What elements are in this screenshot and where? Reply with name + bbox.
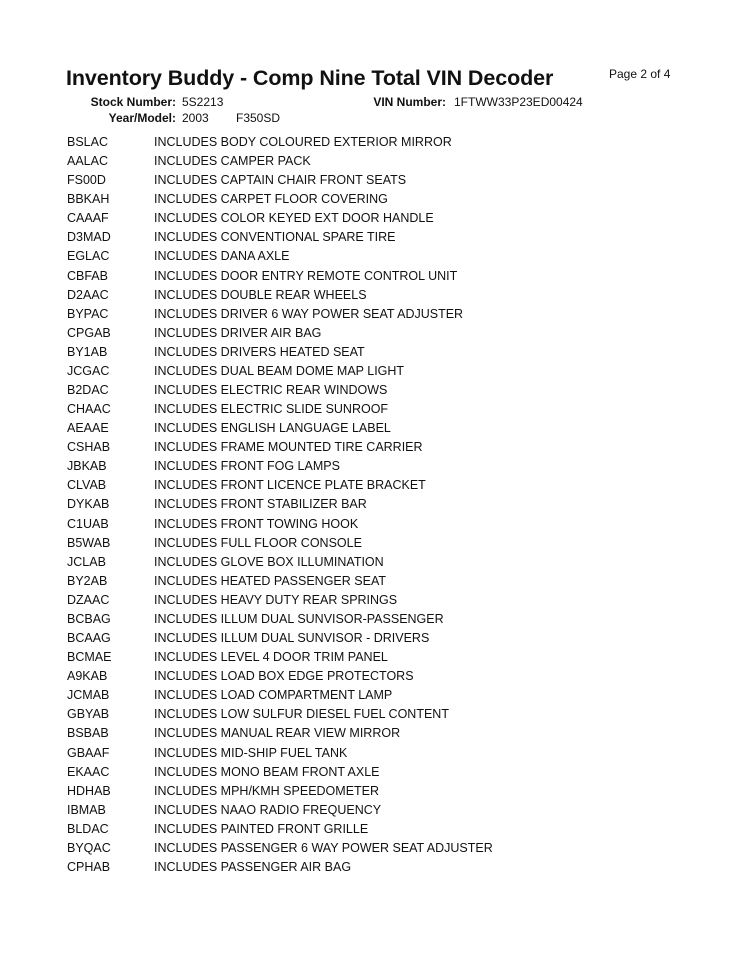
option-description: INCLUDES FRONT STABILIZER BAR — [154, 497, 367, 512]
option-description: INCLUDES ILLUM DUAL SUNVISOR - DRIVERS — [154, 631, 430, 646]
option-code: JCMAB — [67, 688, 110, 703]
option-description: INCLUDES DOUBLE REAR WHEELS — [154, 287, 367, 302]
option-description: INCLUDES CAMPER PACK — [154, 154, 311, 169]
option-description: INCLUDES ILLUM DUAL SUNVISOR-PASSENGER — [154, 611, 444, 626]
option-description: INCLUDES FRONT LICENCE PLATE BRACKET — [154, 478, 426, 493]
stock-number-value: 5S2213 — [182, 95, 224, 109]
option-description: INCLUDES GLOVE BOX ILLUMINATION — [154, 554, 384, 569]
option-code: BCMAE — [67, 650, 112, 665]
option-code: JCGAC — [67, 363, 110, 378]
option-code: FS00D — [67, 173, 106, 188]
option-description: INCLUDES HEAVY DUTY REAR SPRINGS — [154, 592, 398, 607]
option-code: CBFAB — [67, 268, 108, 283]
option-description: INCLUDES DUAL BEAM DOME MAP LIGHT — [154, 363, 405, 378]
option-description: INCLUDES MONO BEAM FRONT AXLE — [154, 764, 380, 779]
option-code: GBAAF — [67, 745, 110, 760]
option-code: CSHAB — [67, 440, 111, 455]
option-code: EGLAC — [67, 249, 110, 264]
option-description: INCLUDES COLOR KEYED EXT DOOR HANDLE — [154, 211, 434, 226]
option-code: CPHAB — [67, 859, 111, 874]
option-description: INCLUDES DRIVER 6 WAY POWER SEAT ADJUSTER — [154, 306, 464, 321]
stock-number-label: Stock Number: — [90, 95, 176, 109]
page-title: Inventory Buddy - Comp Nine Total VIN Decoder — [66, 66, 554, 90]
option-code: B2DAC — [67, 383, 109, 398]
option-code: DZAAC — [67, 592, 110, 607]
option-code: BY2AB — [67, 573, 108, 588]
option-code: AEAAE — [67, 421, 109, 436]
option-code: BYQAC — [67, 840, 111, 855]
option-code: IBMAB — [67, 802, 106, 817]
option-description: INCLUDES HEATED PASSENGER SEAT — [154, 573, 386, 588]
option-description: INCLUDES LOAD BOX EDGE PROTECTORS — [154, 669, 414, 684]
option-code: CAAAF — [67, 211, 109, 226]
option-description: INCLUDES LOW SULFUR DIESEL FUEL CONTENT — [154, 707, 449, 722]
option-description: INCLUDES DANA AXLE — [154, 249, 290, 264]
option-description: INCLUDES PASSENGER 6 WAY POWER SEAT ADJUSTER — [154, 840, 493, 855]
option-description: INCLUDES ENGLISH LANGUAGE LABEL — [154, 421, 391, 436]
option-description: INCLUDES FRAME MOUNTED TIRE CARRIER — [154, 440, 423, 455]
year-value: 2003 — [182, 111, 209, 125]
option-code: JBKAB — [67, 459, 107, 474]
option-description: INCLUDES CONVENTIONAL SPARE TIRE — [154, 230, 396, 245]
option-code: BCAAG — [67, 631, 111, 646]
model-value: F350SD — [236, 111, 281, 125]
option-description: INCLUDES PASSENGER AIR BAG — [154, 859, 352, 874]
option-code: BLDAC — [67, 821, 109, 836]
year-model-label: Year/Model: — [108, 111, 176, 125]
option-description: INCLUDES LEVEL 4 DOOR TRIM PANEL — [154, 650, 388, 665]
option-description: INCLUDES FULL FLOOR CONSOLE — [154, 535, 362, 550]
option-code: CPGAB — [67, 325, 111, 340]
option-description: INCLUDES BODY COLOURED EXTERIOR MIRROR — [154, 135, 452, 149]
option-description: INCLUDES DRIVERS HEATED SEAT — [154, 344, 365, 359]
option-description: INCLUDES LOAD COMPARTMENT LAMP — [154, 688, 393, 703]
option-code: D3MAD — [67, 230, 111, 245]
option-code: B5WAB — [67, 535, 111, 550]
option-description: INCLUDES MID-SHIP FUEL TANK — [154, 745, 348, 760]
option-code: EKAAC — [67, 764, 110, 779]
option-description: INCLUDES CARPET FLOOR COVERING — [154, 192, 388, 207]
option-description: INCLUDES MPH/KMH SPEEDOMETER — [154, 783, 380, 798]
option-code: BYPAC — [67, 306, 109, 321]
option-code: D2AAC — [67, 287, 109, 302]
option-code: BSBAB — [67, 726, 109, 741]
option-code: BCBAG — [67, 611, 111, 626]
option-description: INCLUDES CAPTAIN CHAIR FRONT SEATS — [154, 173, 407, 188]
option-description: INCLUDES FRONT TOWING HOOK — [154, 516, 359, 531]
option-description: INCLUDES PAINTED FRONT GRILLE — [154, 821, 369, 836]
page-number: Page 2 of 4 — [609, 67, 671, 81]
option-description: INCLUDES DOOR ENTRY REMOTE CONTROL UNIT — [154, 268, 458, 283]
option-description: INCLUDES DRIVER AIR BAG — [154, 325, 322, 340]
option-code: BSLAC — [67, 135, 108, 149]
option-description: INCLUDES ELECTRIC REAR WINDOWS — [154, 383, 388, 398]
vin-number-label: VIN Number: — [373, 95, 446, 109]
option-code: A9KAB — [67, 669, 108, 684]
option-description: INCLUDES NAAO RADIO FREQUENCY — [154, 802, 382, 817]
option-description: INCLUDES ELECTRIC SLIDE SUNROOF — [154, 402, 389, 417]
option-code: BBKAH — [67, 192, 110, 207]
option-description: INCLUDES MANUAL REAR VIEW MIRROR — [154, 726, 401, 741]
option-code: CHAAC — [67, 402, 111, 417]
option-code: JCLAB — [67, 554, 106, 569]
option-code: BY1AB — [67, 344, 108, 359]
option-code: AALAC — [67, 154, 108, 169]
option-description: INCLUDES FRONT FOG LAMPS — [154, 459, 340, 474]
option-code: DYKAB — [67, 497, 110, 512]
option-code: CLVAB — [67, 478, 107, 493]
option-code: HDHAB — [67, 783, 111, 798]
vin-number-value: 1FTWW33P23ED00424 — [454, 95, 583, 109]
option-code: GBYAB — [67, 707, 110, 722]
option-code: C1UAB — [67, 516, 109, 531]
